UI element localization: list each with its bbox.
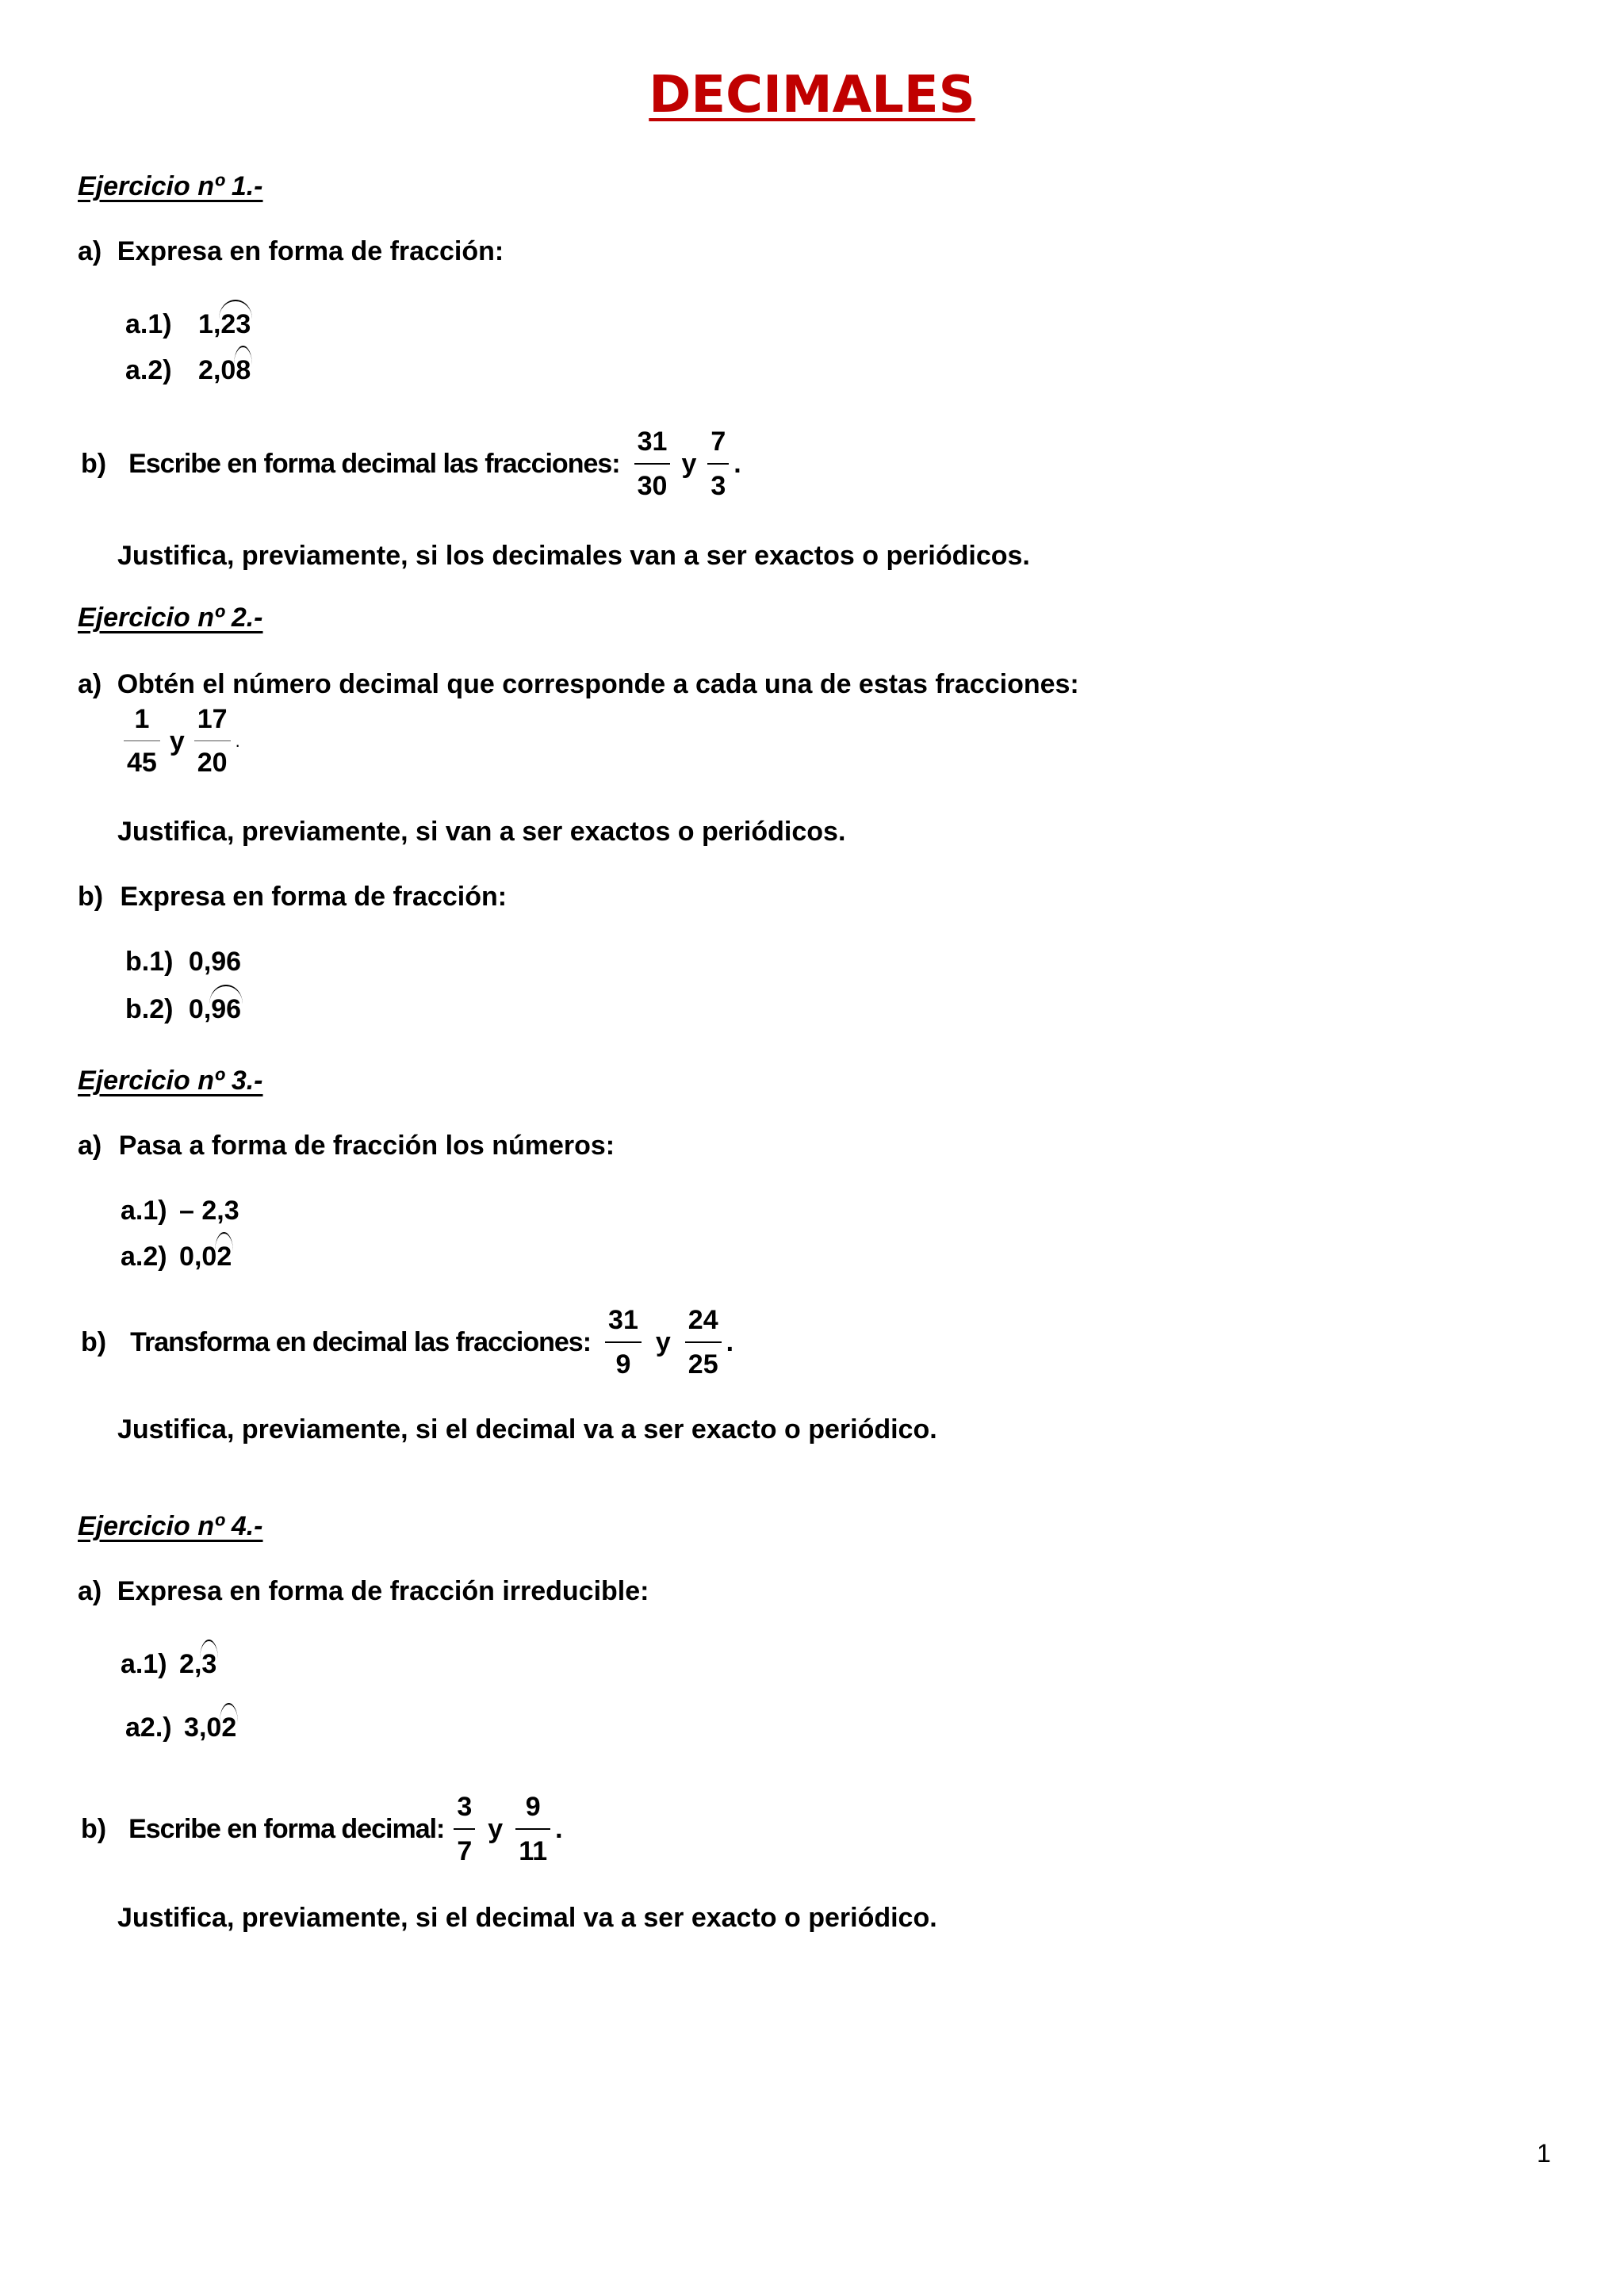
ex1-b-fraction-2 xyxy=(707,428,729,499)
numerator: 9 xyxy=(515,1793,550,1830)
ex2-a-y: y xyxy=(169,725,185,756)
ex1-a2-period: 8 xyxy=(236,355,251,385)
ex3-a2-label: a.2) xyxy=(121,1242,167,1272)
denominator: 3 xyxy=(710,471,726,501)
ex4-b-fraction-2 xyxy=(515,1793,550,1865)
ex4-b-end: . xyxy=(555,1814,563,1844)
page-title: DECIMALES xyxy=(649,66,975,124)
ex4-a1-label: a.1) xyxy=(121,1649,167,1679)
ex1-b-end: . xyxy=(733,449,741,479)
ex4-b-fraction-1 xyxy=(454,1793,475,1865)
ex3-a-label: a) xyxy=(78,1131,102,1161)
denominator: 7 xyxy=(457,1836,473,1866)
ex3-a2-plain: 0,0 xyxy=(179,1242,217,1272)
ex1-a-text: Expresa en forma de fracción: xyxy=(117,236,504,266)
exercise-3-heading: Ejercicio nº 3.- xyxy=(78,1066,263,1096)
numerator: 3 xyxy=(454,1793,475,1830)
numerator: 7 xyxy=(707,428,729,465)
ex2-b2-label: b.2) xyxy=(125,994,174,1024)
denominator: 11 xyxy=(519,1836,548,1866)
ex1-b-y: y xyxy=(681,449,697,479)
ex3-b-text: Transforma en decimal las fracciones: xyxy=(130,1327,592,1357)
ex3-a-text: Pasa a forma de fracción los números: xyxy=(118,1131,615,1161)
ex1-a2 xyxy=(125,357,251,384)
exercise-4-heading: Ejercicio nº 4.- xyxy=(78,1511,263,1541)
ex1-a1-plain: 1, xyxy=(198,309,221,339)
ex4-a2-plain: 3,0 xyxy=(184,1712,222,1743)
ex2-a-label: a) xyxy=(78,669,102,699)
ex3-b-fraction-2 xyxy=(685,1307,722,1378)
ex2-a-end: . xyxy=(235,730,240,751)
ex3-a2 xyxy=(121,1243,232,1270)
ex4-justify: Justifica, previamente, si el decimal va a ser exacto o periódico. xyxy=(117,1903,937,1933)
ex2-part-b xyxy=(78,883,507,910)
ex3-b-fraction-1 xyxy=(605,1307,642,1378)
numerator: 1 xyxy=(124,706,160,741)
ex3-a1-label: a.1) xyxy=(121,1196,167,1226)
ex1-a1-label: a.1) xyxy=(125,309,172,339)
ex1-part-b xyxy=(81,428,741,499)
exercise-1-heading: Ejercicio nº 1.- xyxy=(78,171,263,201)
ex1-a2-label: a.2) xyxy=(125,355,172,385)
denominator: 30 xyxy=(637,471,668,501)
ex1-a2-plain: 2,0 xyxy=(198,355,236,385)
ex2-b2-period: 96 xyxy=(211,994,242,1024)
ex4-a1-plain: 2, xyxy=(179,1649,202,1679)
ex2-justify: Justifica, previamente, si van a ser exactos o periódicos. xyxy=(117,817,846,847)
ex1-a1 xyxy=(125,311,251,338)
ex3-part-a xyxy=(78,1132,615,1159)
ex3-a1-value: – 2,3 xyxy=(179,1196,239,1226)
ex2-a-fraction-2 xyxy=(194,706,231,776)
ex3-b-y: y xyxy=(655,1327,671,1357)
denominator: 25 xyxy=(688,1349,718,1380)
ex4-b-text: Escribe en forma decimal: xyxy=(128,1814,445,1844)
ex2-b-label: b) xyxy=(78,882,104,912)
ex3-a1 xyxy=(121,1197,239,1224)
ex1-a1-period: 23 xyxy=(220,309,251,339)
ex1-b-label: b) xyxy=(81,449,107,479)
ex1-b-fraction-1 xyxy=(634,428,671,499)
ex4-part-a xyxy=(78,1578,649,1605)
ex2-b2-plain: 0, xyxy=(188,994,212,1024)
ex2-a-fractions xyxy=(119,706,240,776)
ex3-a2-period: 2 xyxy=(216,1242,232,1272)
denominator: 20 xyxy=(197,748,228,778)
ex4-a-label: a) xyxy=(78,1576,102,1606)
ex2-part-a xyxy=(78,671,1079,698)
ex4-a2 xyxy=(125,1714,236,1741)
ex4-a2-label: a2.) xyxy=(125,1712,172,1743)
numerator: 31 xyxy=(634,428,671,465)
ex2-b1-label: b.1) xyxy=(125,947,174,977)
denominator: 9 xyxy=(615,1349,631,1380)
ex3-b-end: . xyxy=(726,1327,734,1357)
ex4-b-y: y xyxy=(488,1814,504,1844)
denominator: 45 xyxy=(127,748,157,778)
ex2-b1-value: 0,96 xyxy=(188,947,242,977)
numerator: 24 xyxy=(685,1307,722,1343)
exercise-2-heading: Ejercicio nº 2.- xyxy=(78,603,263,633)
numerator: 17 xyxy=(194,706,231,741)
ex1-a-label: a) xyxy=(78,236,102,266)
ex1-part-a xyxy=(78,238,504,265)
ex2-a-fraction-1 xyxy=(124,706,160,776)
ex3-b-label: b) xyxy=(81,1327,107,1357)
ex1-b-text: Escribe en forma decimal las fracciones: xyxy=(128,449,620,479)
numerator: 31 xyxy=(605,1307,642,1343)
page-number: 1 xyxy=(1537,2139,1551,2168)
ex4-a2-period: 2 xyxy=(221,1712,237,1743)
ex4-a1-period: 3 xyxy=(201,1649,217,1679)
ex1-justify: Justifica, previamente, si los decimales van a ser exactos o periódicos. xyxy=(117,541,1030,571)
ex3-part-b xyxy=(81,1307,733,1378)
ex2-b-text: Expresa en forma de fracción: xyxy=(120,882,508,912)
ex4-part-b xyxy=(81,1793,563,1865)
ex4-a-text: Expresa en forma de fracción irreducible: xyxy=(117,1576,649,1606)
ex4-b-label: b) xyxy=(81,1814,107,1844)
ex4-a1 xyxy=(121,1651,216,1678)
ex2-b1 xyxy=(125,948,241,975)
ex2-b2 xyxy=(125,996,241,1023)
ex3-justify: Justifica, previamente, si el decimal va a ser exacto o periódico. xyxy=(117,1414,937,1445)
ex2-a-text: Obtén el número decimal que corresponde a cada una de estas fracciones: xyxy=(117,669,1079,699)
